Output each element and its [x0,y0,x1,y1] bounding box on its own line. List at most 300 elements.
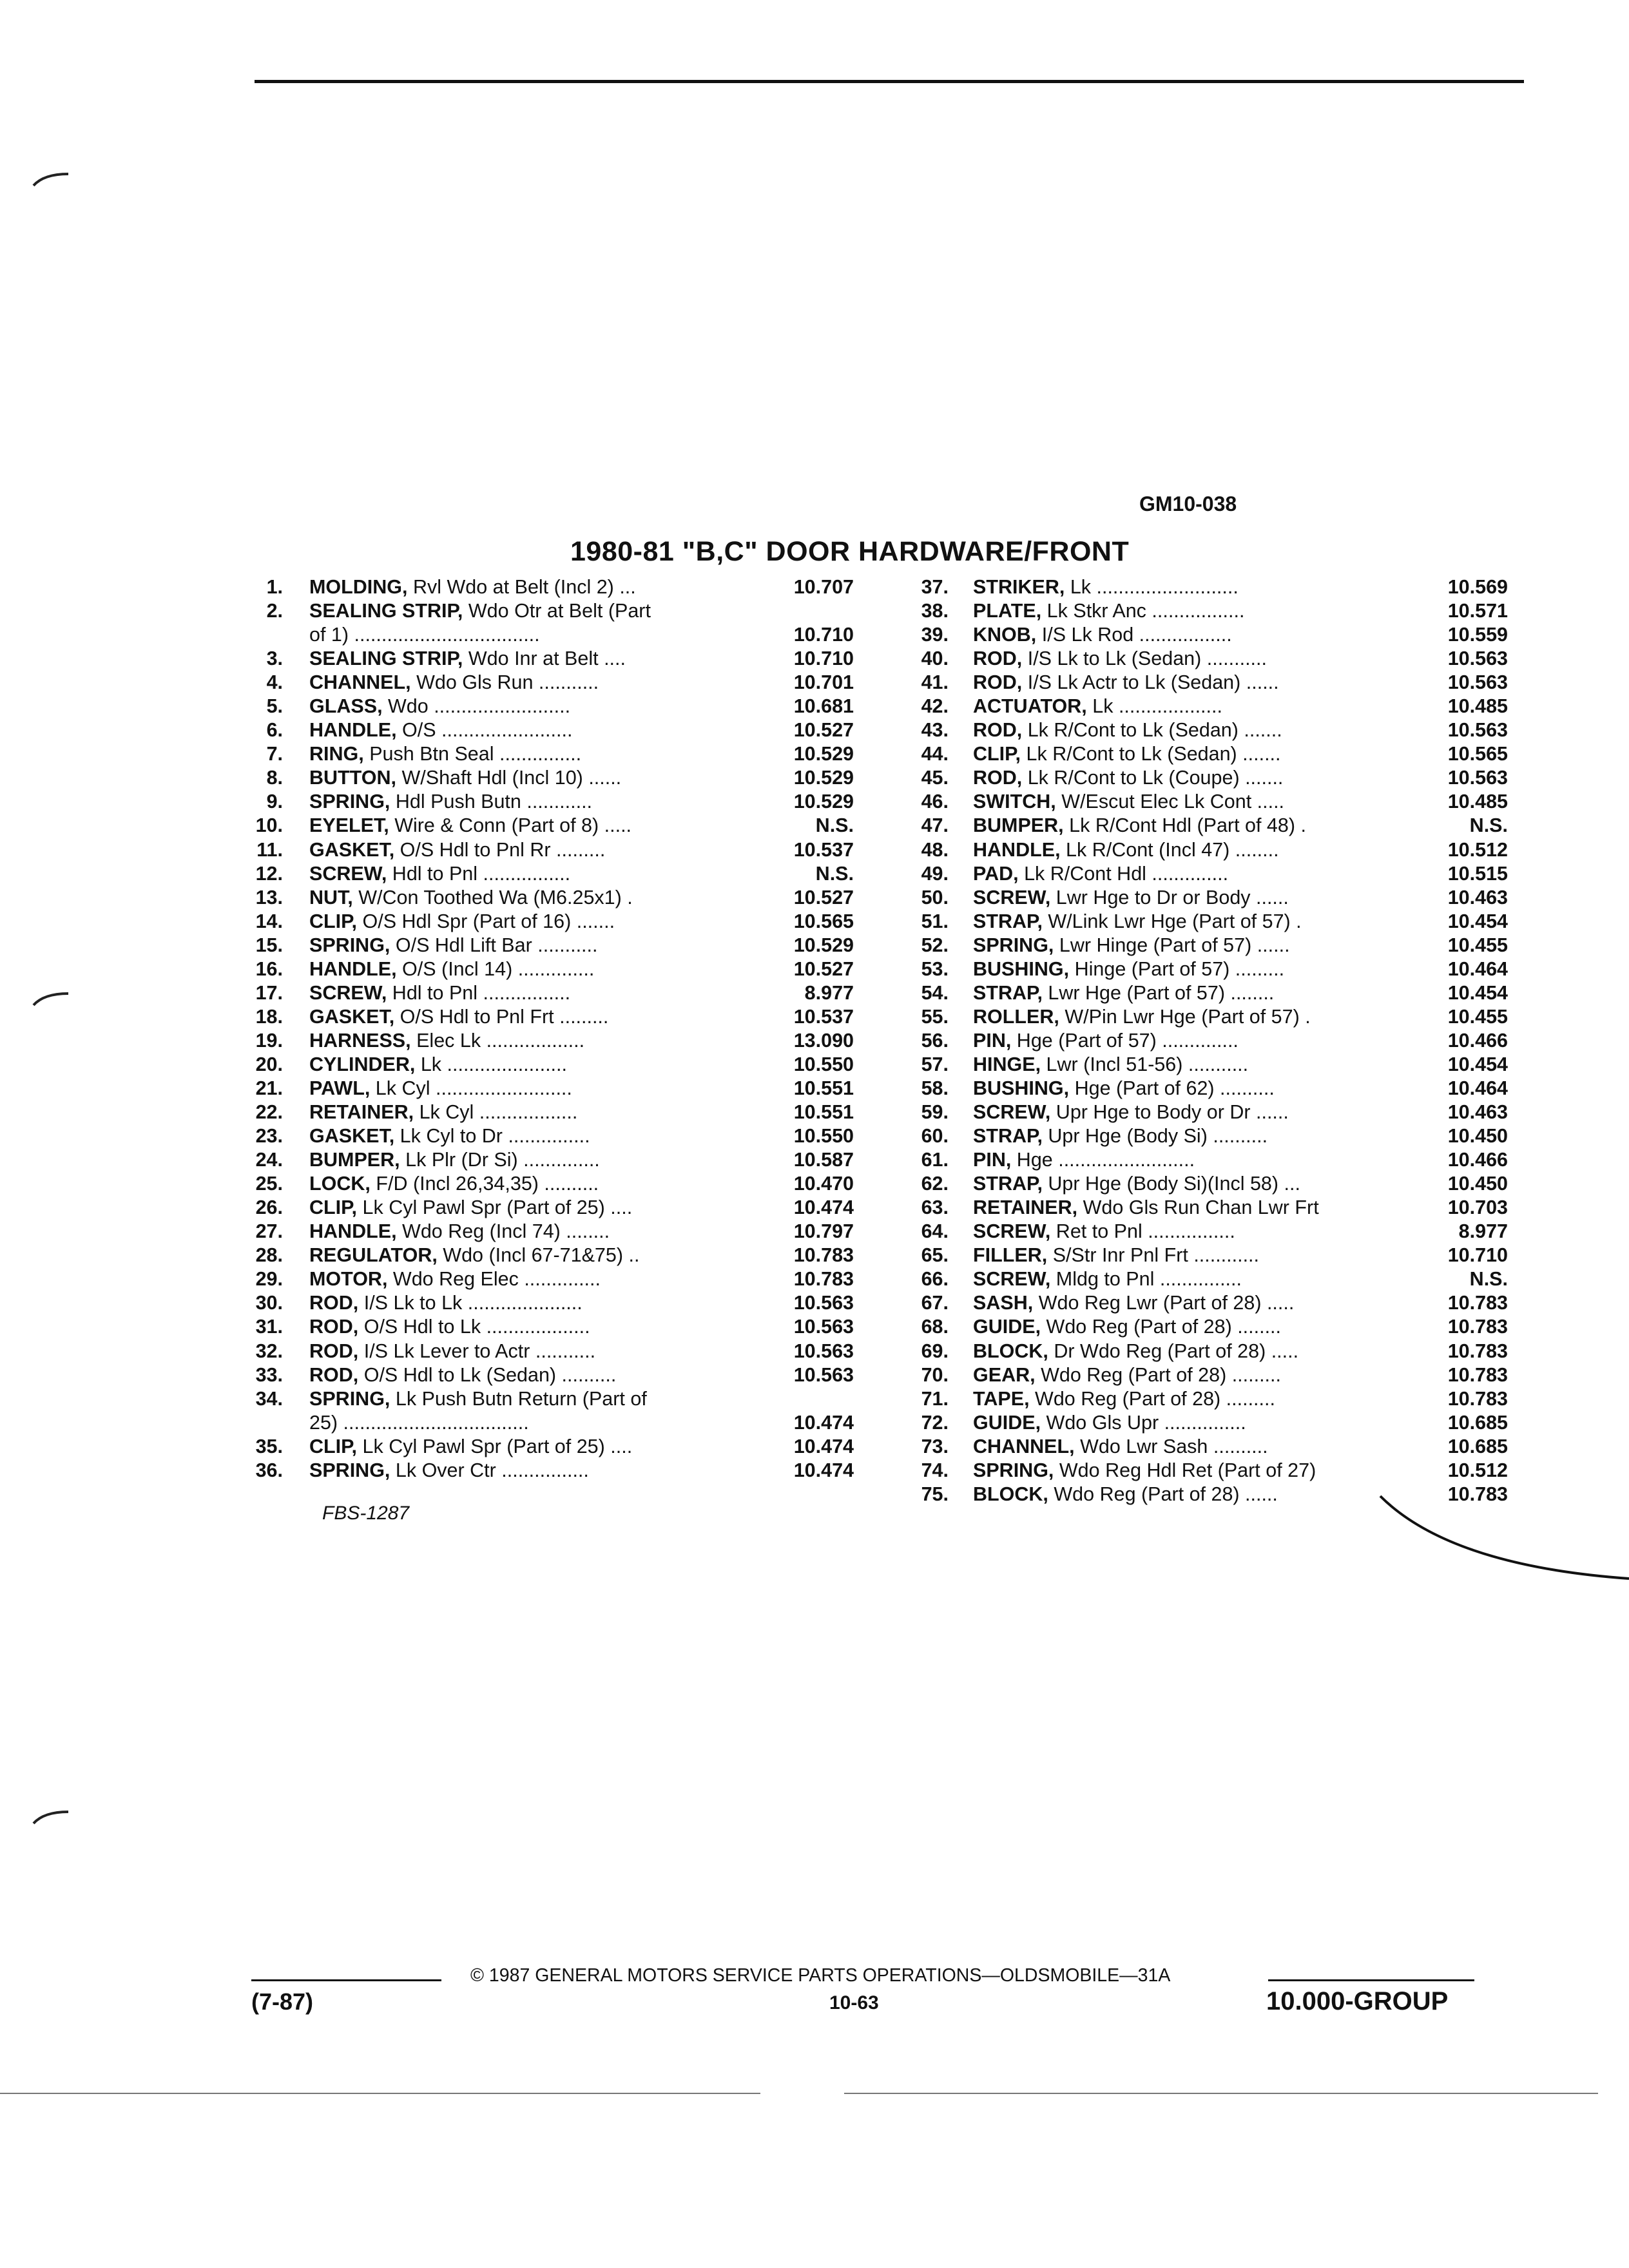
part-row [235,1315,854,1339]
item-number: 2. [266,600,283,622]
part-description [309,1029,805,1053]
group-code: 10.571 [1447,600,1508,622]
part-name: HANDLE, [973,838,1061,861]
part-row [901,1148,1513,1172]
part-description [309,981,805,1005]
footer-rule-left [251,1979,441,1981]
part-name: GUIDE, [973,1316,1041,1338]
part-description [973,647,1477,671]
part-name: SCREW, [973,1101,1051,1124]
item-number: 25. [255,1173,283,1195]
part-description [309,718,805,742]
part-row [901,575,1513,599]
item-number: 55. [921,1005,949,1028]
part-name: EYELET, [309,814,389,837]
part-name: BLOCK, [973,1340,1048,1362]
item-number: 46. [921,791,949,813]
part-detail: Hdl to Pnl ................ [387,981,571,1004]
top-rule [255,80,1524,83]
part-description [309,623,805,647]
part-description [309,814,805,838]
item-number: 75. [921,1483,949,1505]
part-description [973,1459,1477,1483]
part-detail: Wdo Gls Run Chan Lwr Frt [1077,1196,1319,1219]
part-name: BLOCK, [973,1483,1048,1505]
group-code: 10.587 [793,1149,854,1171]
part-row [235,575,854,599]
parts-list-right [901,575,1513,1506]
part-description [973,957,1477,981]
item-number: 49. [921,862,949,885]
part-row [901,1053,1513,1077]
part-row [235,910,854,934]
part-row [235,1100,854,1124]
part-name: SCREW, [309,981,387,1004]
part-name: GASKET, [309,838,395,861]
group-code: 10.450 [1447,1173,1508,1195]
part-name: KNOB, [973,624,1037,646]
group-code: 10.783 [793,1268,854,1291]
group-code: 10.474 [793,1435,854,1457]
part-description [973,1053,1477,1077]
part-name: HANDLE, [309,957,397,980]
item-number: 53. [921,957,949,980]
part-detail: Wdo Reg Lwr (Part of 28) ..... [1033,1292,1295,1314]
item-number: 17. [255,981,283,1004]
part-detail: Lk Cyl Pawl Spr (Part of 25) .... [357,1196,633,1219]
group-code: 10.455 [1447,934,1508,956]
group-code: 10.527 [793,719,854,742]
part-description [973,695,1477,718]
part-row [235,647,854,671]
item-number: 10. [255,814,283,837]
group-code: 10.783 [793,1244,854,1267]
figure-reference: FBS-1287 [322,1503,410,1524]
part-row [901,742,1513,766]
group-code: 10.559 [1447,624,1508,646]
group-code: 10.463 [1447,1101,1508,1124]
part-description [973,1387,1477,1411]
footer-rule-right [1268,1979,1474,1981]
item-number: 39. [921,624,949,646]
part-name: ROD, [973,719,1023,742]
part-row [235,1029,854,1053]
item-number: 35. [255,1435,283,1457]
part-name: STRAP, [973,1173,1043,1195]
part-detail: Ret to Pnl ................ [1050,1220,1235,1243]
part-description [973,1100,1477,1124]
part-row [235,1340,854,1363]
part-description [973,1029,1477,1053]
part-row [235,742,854,766]
group-code: 10.707 [793,576,854,598]
part-name: STRAP, [973,910,1043,932]
item-number: 38. [921,600,949,622]
group-code: 10.563 [1447,648,1508,670]
part-detail: Upr Hge (Body Si) .......... [1042,1125,1268,1148]
part-name: MOLDING, [309,576,408,598]
item-number: 67. [921,1292,949,1314]
part-detail: Lk R/Cont to Lk (Sedan) ....... [1022,719,1282,742]
part-description [973,766,1477,790]
group-code: 10.563 [793,1292,854,1314]
item-number: 52. [921,934,949,956]
part-description [309,1053,805,1077]
item-number: 24. [255,1149,283,1171]
part-row [235,1411,854,1435]
part-detail: Wdo Otr at Belt (Part [463,600,651,622]
part-detail: Lwr Hge (Part of 57) ........ [1042,981,1275,1004]
item-number: 70. [921,1363,949,1386]
part-name: CYLINDER, [309,1053,416,1075]
part-description [309,1220,805,1244]
item-number: 40. [921,648,949,670]
part-description [973,599,1477,623]
group-code: 10.710 [1447,1244,1508,1267]
part-name: GASKET, [309,1005,395,1028]
part-name: RETAINER, [973,1196,1078,1219]
part-name: CHANNEL, [309,671,411,694]
part-detail: I/S Lk to Lk (Sedan) ........... [1022,648,1267,670]
part-description [309,1124,805,1148]
callout-curve [1379,1482,1629,1591]
part-description [973,1315,1477,1339]
item-number: 51. [921,910,949,932]
part-row [235,1220,854,1244]
part-description [973,1435,1477,1459]
part-detail: Wdo Gls Upr ............... [1041,1411,1246,1434]
part-description [973,838,1477,862]
part-row [901,838,1513,862]
item-number: 15. [255,934,283,956]
part-name: GASKET, [309,1125,395,1148]
item-number: 44. [921,743,949,765]
part-row [901,1100,1513,1124]
part-description [309,599,805,623]
part-detail: Wire & Conn (Part of 8) ..... [389,814,632,837]
item-number: 68. [921,1316,949,1338]
part-row [235,886,854,910]
part-row [901,718,1513,742]
part-description [973,862,1477,886]
part-row [235,671,854,695]
part-description [973,934,1477,957]
part-name: CLIP, [973,743,1021,765]
document-id: GM10-038 [1139,492,1237,515]
part-row [235,1291,854,1315]
group-code: 10.466 [1447,1149,1508,1171]
part-description [309,1435,805,1459]
group-code: N.S. [1469,814,1508,837]
part-name: SPRING, [309,1387,390,1410]
group-code: 10.464 [1447,957,1508,980]
group-code: 10.455 [1447,1005,1508,1028]
part-name: BUSHING, [973,957,1070,980]
part-name: SASH, [973,1292,1034,1314]
part-detail: Lk R/Cont Hdl .............. [1018,862,1229,885]
part-description [973,1077,1477,1100]
part-detail: O/S Hdl to Pnl Frt ......... [394,1005,609,1028]
item-number: 54. [921,981,949,1004]
item-number: 32. [255,1340,283,1362]
part-description [309,647,805,671]
group-code: 10.685 [1447,1435,1508,1457]
part-detail: Lk Plr (Dr Si) .............. [400,1149,600,1171]
part-detail: Hge (Part of 62) .......... [1069,1077,1275,1099]
item-number: 63. [921,1196,949,1219]
part-row [901,862,1513,886]
part-detail: Upr Hge (Body Si)(Incl 58) ... [1042,1173,1300,1195]
part-detail: Upr Hge to Body or Dr ...... [1050,1101,1289,1124]
part-row [901,1029,1513,1053]
item-number: 19. [255,1029,283,1052]
group-code: 10.512 [1447,1459,1508,1481]
part-row [901,910,1513,934]
part-name: SWITCH, [973,791,1056,813]
part-name: GLASS, [309,695,383,718]
part-name: HARNESS, [309,1029,411,1052]
part-description [973,790,1477,814]
part-row [901,671,1513,695]
item-number: 5. [266,695,283,718]
part-detail: Lk Over Ctr ................ [390,1459,589,1481]
item-number: 28. [255,1244,283,1267]
punch-hole-mark [31,986,70,1012]
part-name: ROD, [309,1363,359,1386]
part-row [901,766,1513,790]
part-row [235,838,854,862]
item-number: 71. [921,1387,949,1410]
part-detail: Wdo Reg (Part of 28) ......... [1029,1387,1275,1410]
group-code: 10.529 [793,767,854,789]
part-detail: O/S Hdl Spr (Part of 16) ....... [357,910,615,932]
part-detail: Wdo Reg Elec .............. [387,1268,601,1291]
group-code: 10.701 [793,671,854,694]
part-name: RETAINER, [309,1101,414,1124]
item-number: 65. [921,1244,949,1267]
part-row [235,766,854,790]
part-detail: Rvl Wdo at Belt (Incl 2) ... [407,576,636,598]
part-name: SPRING, [309,1459,390,1481]
part-description [309,766,805,790]
part-row [901,1435,1513,1459]
part-name: NUT, [309,886,353,908]
group-code: 10.797 [793,1220,854,1243]
part-description [309,790,805,814]
part-row [901,981,1513,1005]
part-description [309,1267,805,1291]
part-name: ROD, [973,767,1023,789]
part-detail: I/S Lk Actr to Lk (Sedan) ...... [1022,671,1279,694]
part-description [973,1220,1477,1244]
part-row [901,886,1513,910]
group-code: 10.550 [793,1053,854,1075]
item-number: 74. [921,1459,949,1481]
part-description [973,1291,1477,1315]
item-number: 13. [255,886,283,908]
group-code: 10.563 [793,1363,854,1386]
item-number: 42. [921,695,949,718]
part-name: STRAP, [973,981,1043,1004]
group-code: 10.563 [1447,671,1508,694]
part-description [309,1244,805,1267]
page-title: 1980-81 "B,C" DOOR HARDWARE/FRONT [570,536,1130,567]
part-row [235,1459,854,1483]
part-description [309,742,805,766]
group-code: 8.977 [804,981,854,1004]
group-code: 10.537 [793,838,854,861]
part-row [901,623,1513,647]
part-detail: Lwr Hge to Dr or Body ...... [1050,886,1289,908]
item-number: 57. [921,1053,949,1075]
part-detail: Lk Cyl ......................... [370,1077,572,1099]
part-detail: Lk Push Butn Return (Part of [390,1387,647,1410]
part-description [309,671,805,695]
part-name: SCREW, [973,1268,1051,1291]
part-row [235,1363,854,1387]
part-name: SPRING, [973,1459,1054,1481]
part-row [235,599,854,623]
group-code: N.S. [1469,1268,1508,1291]
item-number: 45. [921,767,949,789]
part-name: SPRING, [973,934,1054,956]
part-description [973,1196,1477,1220]
part-detail: O/S Hdl to Lk (Sedan) .......... [358,1363,617,1386]
part-name: SPRING, [309,791,390,813]
part-detail: Hge ......................... [1011,1149,1195,1171]
part-detail: Lk .......................... [1065,576,1239,598]
item-number: 23. [255,1125,283,1148]
group-code: 10.466 [1447,1029,1508,1052]
part-name: SEALING STRIP, [309,600,463,622]
part-detail: Wdo Lwr Sash .......... [1074,1435,1268,1457]
part-description [973,981,1477,1005]
part-name: SCREW, [309,862,387,885]
part-detail: I/S Lk Rod ................. [1036,624,1232,646]
part-row [235,1077,854,1100]
item-number: 69. [921,1340,949,1362]
group-code: 10.529 [793,934,854,956]
part-description [973,1267,1477,1291]
part-description [309,862,805,886]
part-description [973,671,1477,695]
group-code: 10.685 [1447,1411,1508,1434]
part-name: TAPE, [973,1387,1030,1410]
part-row [235,1435,854,1459]
part-detail: W/Link Lwr Hge (Part of 57) . [1042,910,1302,932]
part-name: PLATE, [973,600,1042,622]
part-description [309,1148,805,1172]
item-number: 72. [921,1411,949,1434]
item-number: 22. [255,1101,283,1124]
part-detail: Wdo ......................... [382,695,571,718]
group-code: 10.783 [1447,1387,1508,1410]
part-detail: Wdo (Incl 67-71&75) .. [437,1244,640,1267]
part-name: ROD, [973,648,1023,670]
group-code: 13.090 [793,1029,854,1052]
item-number: 43. [921,719,949,742]
part-name: FILLER, [973,1244,1048,1267]
item-number: 20. [255,1053,283,1075]
part-detail: Dr Wdo Reg (Part of 28) ..... [1048,1340,1299,1362]
group-code: 8.977 [1458,1220,1508,1243]
part-row [901,1244,1513,1267]
part-detail: Wdo Reg (Part of 28) ........ [1041,1316,1281,1338]
part-detail: Wdo Reg (Part of 28) ......... [1035,1363,1281,1386]
item-number: 26. [255,1196,283,1219]
part-description [309,1459,805,1483]
part-name: ROD, [309,1340,359,1362]
parts-list-left [235,575,854,1483]
part-detail: W/Escut Elec Lk Cont ..... [1055,791,1285,813]
part-detail: Push Btn Seal ............... [363,743,582,765]
part-name: STRAP, [973,1125,1043,1148]
group-code: 10.551 [793,1101,854,1124]
part-detail: O/S Hdl Lift Bar ........... [390,934,598,956]
item-number: 16. [255,957,283,980]
part-name: BUMPER, [973,814,1064,837]
part-row [901,1291,1513,1315]
part-description [309,1411,805,1435]
part-name: ROD, [973,671,1023,694]
part-name: GUIDE, [973,1411,1041,1434]
part-detail: W/Pin Lwr Hge (Part of 57) . [1059,1005,1311,1028]
group-code: N.S. [815,814,854,837]
group-code: 10.550 [793,1125,854,1148]
part-description [309,575,805,599]
part-detail: Hinge (Part of 57) ......... [1069,957,1285,980]
part-row [901,934,1513,957]
group-code: 10.527 [793,957,854,980]
part-name: RING, [309,743,364,765]
part-description [973,1005,1477,1029]
item-number: 48. [921,838,949,861]
part-name: HANDLE, [309,719,397,742]
part-row [235,1148,854,1172]
part-row [901,1387,1513,1411]
part-name: CLIP, [309,1435,358,1457]
group-code: 10.565 [1447,743,1508,765]
scan-edge-rule [0,2093,760,2094]
part-name: HINGE, [973,1053,1041,1075]
part-description [973,814,1477,838]
part-name: PIN, [973,1149,1012,1171]
part-detail: Lk Cyl .................. [414,1101,578,1124]
group-code: 10.783 [1447,1340,1508,1362]
group-code: 10.563 [1447,767,1508,789]
part-row [901,1220,1513,1244]
item-number: 62. [921,1173,949,1195]
item-number: 60. [921,1125,949,1148]
part-description [973,1363,1477,1387]
part-detail: I/S Lk to Lk ..................... [358,1292,583,1314]
part-detail: Lk Cyl to Dr ............... [394,1125,590,1148]
item-number: 29. [255,1268,283,1291]
part-row [901,957,1513,981]
part-row [235,1172,854,1196]
part-row [901,1267,1513,1291]
item-number: 41. [921,671,949,694]
group-code: 10.710 [793,648,854,670]
part-description [309,1077,805,1100]
item-number: 12. [255,862,283,885]
part-name: MOTOR, [309,1268,388,1291]
part-description [973,910,1477,934]
part-name: ROLLER, [973,1005,1059,1028]
group-number: 10.000-GROUP [1266,1987,1449,2015]
part-description [309,1196,805,1220]
revision-date: (7-87) [251,1988,314,2015]
